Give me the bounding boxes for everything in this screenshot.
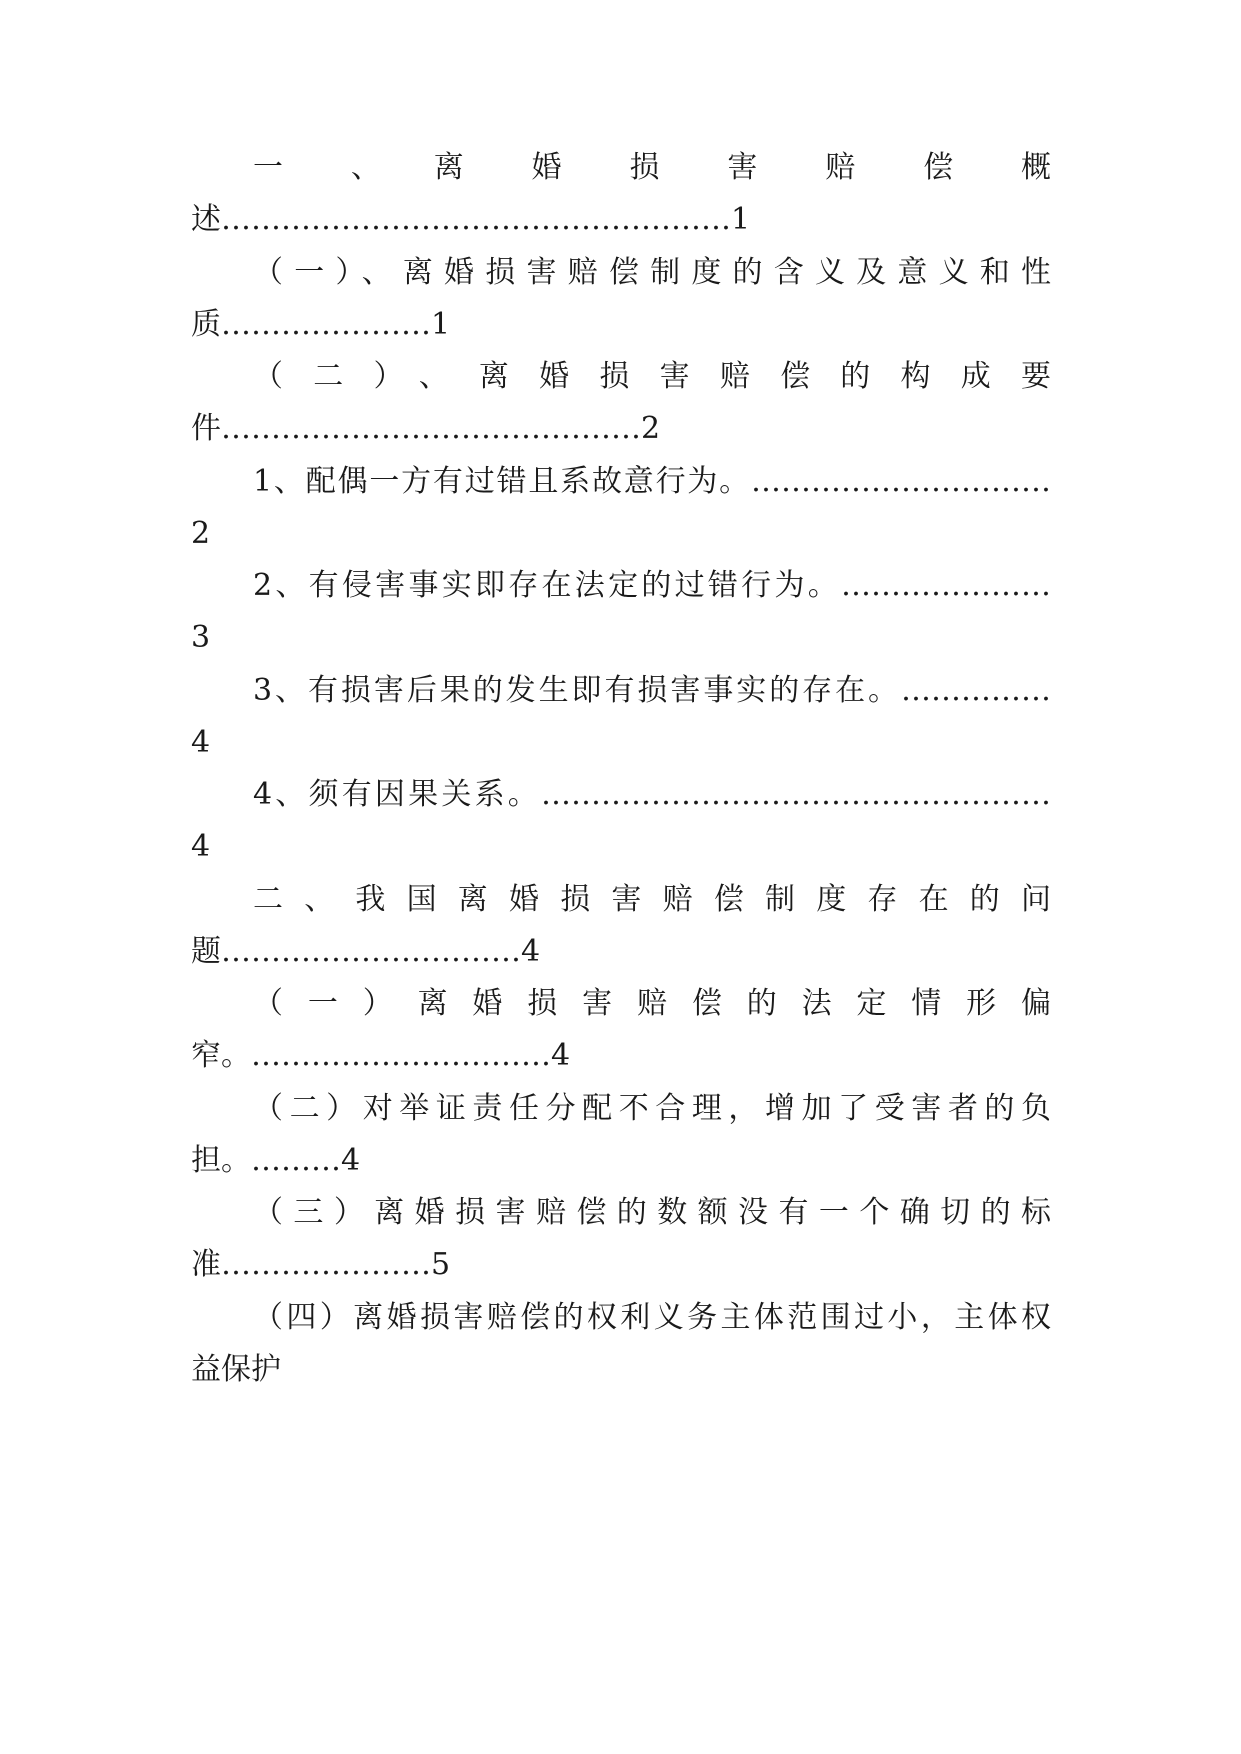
toc-line-item-1: 1、配偶一方有过错且系故意行为。………………………… bbox=[253, 464, 1051, 499]
toc-line-section-2-4-cont: 益保护 bbox=[191, 1352, 281, 1387]
toc-line-section-2-1-cont: 窄。…………………………4 bbox=[191, 1038, 571, 1073]
toc-line-section-1-2: （二）、离婚损害赔偿的构成要 bbox=[253, 359, 1051, 394]
toc-line-section-2-4: （四）离婚损害赔偿的权利义务主体范围过小，主体权 bbox=[253, 1300, 1051, 1335]
toc-line-section-2-3: （三）离婚损害赔偿的数额没有一个确切的标 bbox=[253, 1195, 1051, 1230]
toc-line-item-3: 3、有损害后果的发生即有损害事实的存在。…………… bbox=[253, 673, 1051, 708]
toc-line-section-1-2-cont: 件……………………………………2 bbox=[191, 411, 661, 446]
toc-line-item-2-page: 3 bbox=[191, 620, 211, 655]
toc-line-item-4: 4、须有因果关系。…………………………………………… bbox=[253, 777, 1051, 812]
toc-line-section-2-3-cont: 准…………………5 bbox=[191, 1247, 451, 1282]
toc-line-chapter-2: 二、我国离婚损害赔偿制度存在的问 bbox=[253, 882, 1051, 917]
toc-line-section-1-1-cont: 质…………………1 bbox=[191, 307, 451, 342]
toc-line-section-2-2: （二）对举证责任分配不合理，增加了受害者的负 bbox=[253, 1091, 1051, 1126]
toc-line-item-2: 2、有侵害事实即存在法定的过错行为。………………… bbox=[253, 568, 1051, 603]
toc-line-chapter-1-cont: 述……………………………………………1 bbox=[191, 202, 751, 237]
toc-line-section-1-1: （一）、离婚损害赔偿制度的含义及意义和性 bbox=[253, 255, 1051, 290]
toc-line-item-4-page: 4 bbox=[191, 829, 211, 864]
toc-line-item-1-page: 2 bbox=[191, 516, 211, 551]
toc-line-item-3-page: 4 bbox=[191, 725, 211, 760]
toc-line-section-2-1: （一）离婚损害赔偿的法定情形偏 bbox=[253, 986, 1051, 1021]
toc-line-chapter-1: 一 、 离 婚 损 害 赔 偿 概 bbox=[253, 150, 1051, 185]
toc-line-section-2-2-cont: 担。………4 bbox=[191, 1143, 361, 1178]
toc-line-chapter-2-cont: 题…………………………4 bbox=[191, 934, 541, 969]
